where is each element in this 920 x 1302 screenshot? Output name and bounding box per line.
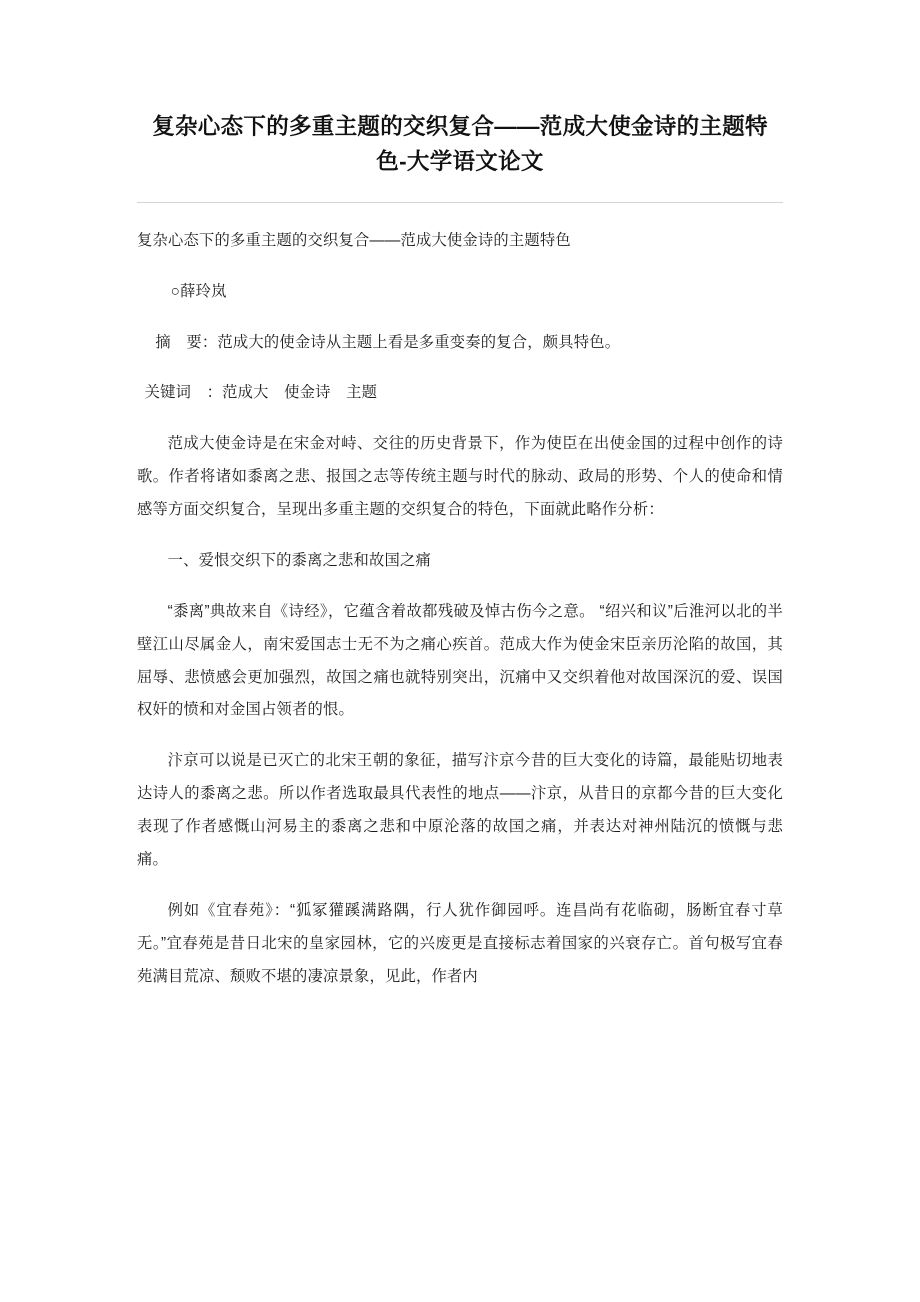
document-body bbox=[137, 225, 783, 994]
article-keywords: 关键词 ：范成大 使金诗 主题 bbox=[144, 384, 378, 402]
article-abstract: 摘 要：范成大的使金诗从主题上看是多重变奏的复合，颇具特色。 bbox=[155, 333, 621, 351]
title-divider bbox=[137, 202, 783, 203]
article-author: ○薛玲岚 bbox=[170, 282, 227, 300]
body-paragraph: 范成大使金诗是在宋金对峙、交往的历史背景下，作为使臣在出使金国的过程中创作的诗歌。作者将诸如黍离之悲、报国之志等传统主题与时代的脉动、政局的形势、个人的使命和情感等方面交织复合，呈现出多重主题的交织复合的特色，下面就此略作分析： bbox=[137, 435, 783, 518]
section-heading: 一、爱恨交织下的黍离之悲和故国之痛 bbox=[167, 551, 432, 569]
article-subtitle: 复杂心态下的多重主题的交织复合——范成大使金诗的主题特色 bbox=[137, 231, 571, 249]
body-paragraph: 汴京可以说是已灭亡的北宋王朝的象征，描写汴京今昔的巨大变化的诗篇，最能贴切地表达诗人的黍离之悲。所以作者选取最具代表性的地点——汴京，从昔日的京都今昔的巨大变化表现了作者感慨山河易主的黍离之悲和中原沦落的故国之痛，并表达对神州陆沉的愤慨与悲痛。 bbox=[137, 752, 783, 868]
body-paragraph: “黍离”典故来自《诗经》，它蕴含着故都残破及悼古伤今之意。 “绍兴和议”后淮河以北的半壁江山尽属金人，南宋爱国志士无不为之痛心疾首。范成大作为使金宋臣亲历沦陷的故国，其屈辱、悲愤感会更加强烈，故国之痛也就特别突出，沉痛中又交织着他对故国深沉的爱、误国权奸的愤和对金国占领者的恨。 bbox=[137, 602, 783, 719]
page-title: 复杂心态下的多重主题的交织复合——范成大使金诗的主题特色-大学语文论文 bbox=[152, 114, 768, 174]
body-paragraph: 例如《宜春苑》：“狐冢獾蹊满路隅，行人犹作御园呼。连昌尚有花临砌，肠断宜春寸草无。”宜春苑是昔日北宋的皇家园林，它的兴废更是直接标志着国家的兴衰存亡。首句极写宜春苑满目荒凉、颓败不堪的凄凉景象，见此，作者内 bbox=[137, 901, 783, 985]
